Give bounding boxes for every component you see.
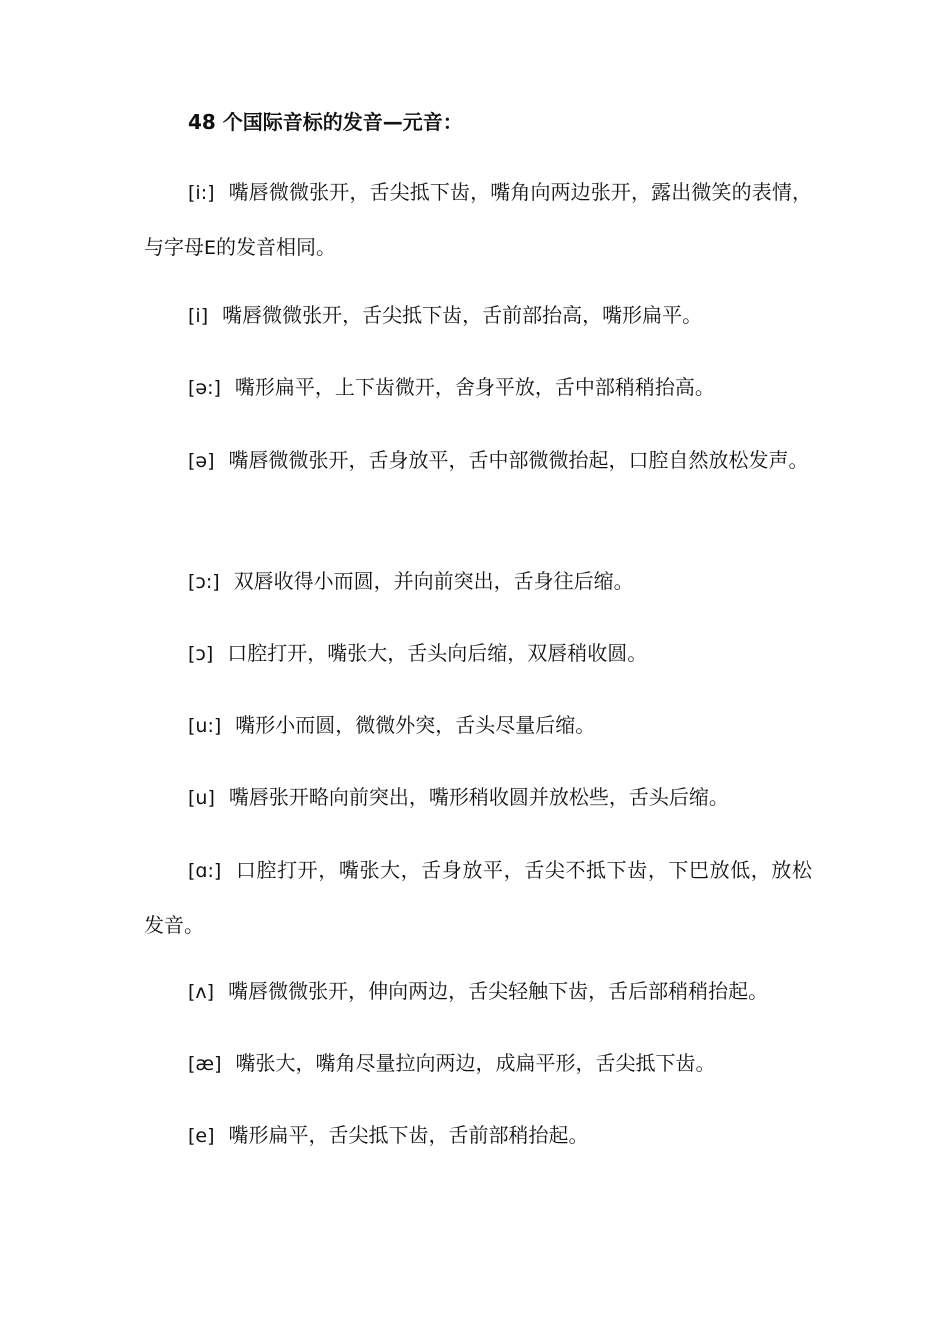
page-title: 48 个国际音标的发音—元音：: [188, 110, 463, 134]
entry-text: 嘴唇微微张开，舌身放平，舌中部微微抬起，口腔自然放松发声。: [228, 448, 809, 472]
entry-text: 嘴唇微微张开，伸向两边，舌尖轻触下齿，舌后部稍稍抬起。: [228, 979, 769, 1003]
entry-text: 口腔打开，嘴张大，舌身放平，舌尖不抵下齿，下巴放低，放松发音。: [144, 858, 812, 937]
ipa-symbol: [e]: [188, 1125, 215, 1147]
ipa-symbol: [ə:]: [188, 377, 221, 399]
ipa-symbol: [ɔ]: [188, 643, 214, 665]
vowel-entry-schwa-long: [144, 360, 812, 415]
ipa-symbol: [i]: [188, 305, 209, 327]
ipa-symbol: [ə]: [188, 450, 215, 472]
vowel-entry-ae: [144, 1036, 812, 1091]
entry-text: 嘴形小而圆，微微外突，舌头尽量后缩。: [235, 713, 596, 737]
ipa-symbol: [ɔ:]: [188, 571, 220, 593]
vowel-entry-open-o-short: [144, 626, 812, 681]
vowel-entry-i-long: [144, 165, 812, 275]
entry-text: 嘴唇微微张开，舌尖抵下齿，嘴角向两边张开，露出微笑的表情，与字母: [144, 180, 812, 259]
entry-text: 嘴唇张开略向前突出，嘴形稍收圆并放松些，舌头后缩。: [228, 785, 729, 809]
vowel-entry-e: [144, 1108, 812, 1163]
entry-text: 嘴形扁平，舌尖抵下齿，舌前部稍抬起。: [228, 1123, 589, 1147]
ipa-symbol: [u:]: [188, 715, 222, 737]
vowel-entry-open-o-long: [144, 554, 812, 609]
vowel-entry-schwa-short: [144, 433, 812, 488]
vowel-entry-u-long: [144, 698, 812, 753]
entry-text-end: 的发音相同。: [216, 235, 337, 259]
ipa-symbol: [u]: [188, 787, 215, 809]
ipa-symbol: [i:]: [188, 182, 215, 204]
entry-text: 嘴张大，嘴角尽量拉向两边，成扁平形，舌尖抵下齿。: [235, 1051, 716, 1075]
ipa-symbol: [ɑ:]: [188, 860, 222, 882]
ipa-symbol: [æ]: [188, 1053, 222, 1075]
entry-text: 双唇收得小而圆，并向前突出，舌身往后缩。: [233, 569, 634, 593]
vowel-entry-u-short: [144, 770, 812, 825]
letter-e: E: [204, 237, 217, 259]
ipa-symbol: [ʌ]: [188, 981, 215, 1003]
vowel-entry-wedge: [144, 964, 812, 1019]
entry-text: 嘴形扁平，上下齿微开，舍身平放，舌中部稍稍抬高。: [234, 375, 715, 399]
vowel-entry-a-long: [144, 843, 812, 952]
entry-text: 口腔打开，嘴张大，舌头向后缩，双唇稍收圆。: [227, 641, 648, 665]
entry-text: 嘴唇微微张开，舌尖抵下齿，舌前部抬高，嘴形扁平。: [222, 303, 703, 327]
vowel-entry-i-short: [144, 288, 812, 343]
